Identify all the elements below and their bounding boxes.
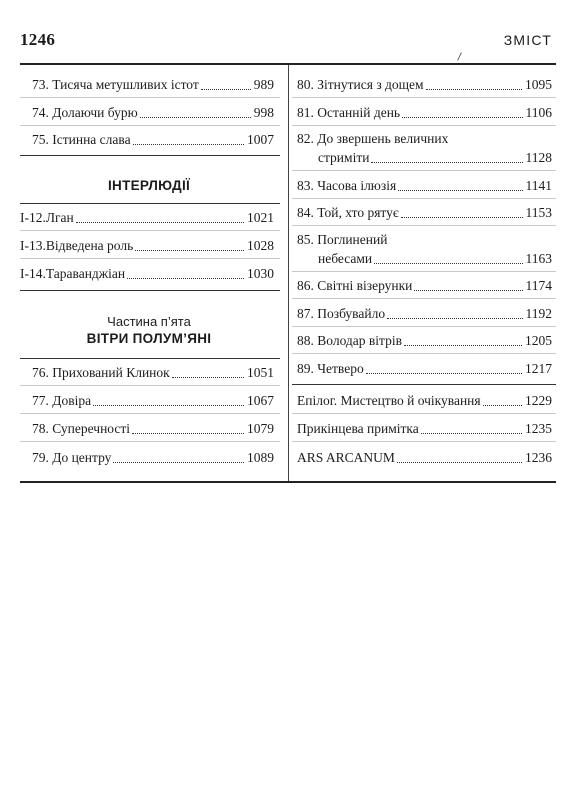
toc-entry-final-note[interactable] [297,420,552,437]
row-divider [292,326,556,327]
toc-page-number: 1205 [525,333,552,348]
section-divider [20,290,280,291]
toc-page-number: 1235 [525,421,552,436]
interludes-heading: ІНТЕРЛЮДІЇ [107,178,191,193]
row-divider [292,271,556,272]
row-divider [292,198,556,199]
toc-page-number: 998 [253,105,274,120]
toc-entry-label: 88. Володар вітрів [297,333,402,348]
toc-entry-epilogue[interactable] [297,392,552,409]
toc-page-number: 1007 [247,132,274,147]
toc-entry-label: 87. Позбувайло [297,306,386,321]
toc-entry-86[interactable] [297,277,552,294]
toc-page-number: 1236 [525,450,552,465]
row-divider [20,385,280,386]
toc-entry-87[interactable] [297,305,552,322]
dot-leader [398,190,522,191]
toc-entry-label: І-13.Відведена роль [20,238,134,253]
section-divider [20,358,280,359]
toc-entry-76[interactable] [20,364,274,381]
dot-leader [113,462,244,463]
toc-entry-label: Прикінцева примітка [297,421,419,436]
toc-entry-label: 84. Той, хто рятує [297,205,399,220]
dot-leader [387,318,522,319]
dot-leader [421,433,522,434]
toc-entry-label: 79. До центру [32,450,112,465]
toc-page-number: 1028 [247,238,274,253]
dot-leader [76,222,244,223]
dot-leader [201,89,251,90]
dot-leader [397,462,522,463]
toc-entry-81[interactable] [297,104,552,121]
row-divider [20,441,280,442]
row-divider [20,230,280,231]
dot-leader [371,162,522,163]
toc-entry-label: 80. Зітнутися з дощем [297,77,424,92]
row-divider [20,97,280,98]
toc-page-number: 1030 [247,266,274,281]
section-divider [292,384,556,385]
toc-page-number: 1153 [525,205,552,220]
toc-entry-label: 73. Тисяча метушливих істот [32,77,199,92]
dot-leader [414,290,522,291]
page-number: 1246 [20,30,56,49]
row-divider [292,225,556,226]
toc-entry-80[interactable] [297,76,552,93]
toc-entry-label: І-14.Тараванджіан [20,266,126,281]
dot-leader [127,278,244,279]
toc-entry-88[interactable] [297,332,552,349]
dot-leader [366,373,522,374]
toc-page-number: 1089 [247,450,274,465]
toc-page-number: 1095 [525,77,552,92]
toc-entry-ars-arcanum[interactable] [297,449,552,466]
pencil-tick-mark [457,52,462,61]
row-divider [20,125,280,126]
toc-entry-82-first-line[interactable]: 82. До звершень величних [297,131,449,146]
toc-entry-label: 74. Долаючи бурю [32,105,138,120]
toc-entry-label: Епілог. Мистецтво й очікування [297,393,481,408]
dot-leader [140,117,251,118]
part-label: Частина п’ята [107,314,191,329]
toc-page-number: 1192 [525,306,552,321]
toc-entry-85[interactable] [297,250,552,267]
toc-entry-interlude-14[interactable] [20,265,274,282]
toc-page-number: 1163 [525,251,552,266]
toc-entry-73[interactable] [20,76,274,93]
toc-entry-75[interactable] [20,131,274,148]
toc-entry-84[interactable] [297,204,552,221]
row-divider [292,97,556,98]
row-divider [20,258,280,259]
toc-page-number: 1106 [525,105,552,120]
toc-page-number: 989 [253,77,274,92]
toc-entry-label: І-12.Лган [20,210,74,225]
toc-entry-78[interactable] [20,420,274,437]
toc-page-number: 1174 [525,278,552,293]
toc-page-number: 1021 [247,210,274,225]
dot-leader [374,263,522,264]
dot-leader [402,117,522,118]
toc-entry-label: 78. Суперечності [32,421,131,436]
dot-leader [135,250,244,251]
dot-leader [404,345,522,346]
dot-leader [401,217,523,218]
section-divider [20,155,280,156]
row-divider [20,413,280,414]
row-divider [292,353,556,354]
toc-entry-79[interactable] [20,449,274,466]
toc-entry-continuation: стриміти [318,150,370,165]
toc-entry-74[interactable] [20,104,274,121]
toc-entry-label: 89. Четверо [297,361,364,376]
section-divider [20,203,280,204]
toc-page-number: 1067 [247,393,274,408]
column-divider [288,65,289,481]
row-divider [292,125,556,126]
toc-entry-continuation: небесами [318,251,373,266]
toc-entry-interlude-13[interactable] [20,237,274,254]
toc-page-number: 1051 [247,365,274,380]
toc-entry-83[interactable] [297,177,552,194]
toc-entry-85-first-line[interactable]: 85. Поглинений [297,232,388,247]
dot-leader [132,433,244,434]
dot-leader [172,377,244,378]
bottom-rule [20,481,556,483]
toc-entry-interlude-12[interactable] [20,209,274,226]
toc-entry-label: 81. Останній день [297,105,401,120]
part-title: ВІТРИ ПОЛУМ’ЯНІ [86,331,212,346]
dot-leader [93,405,244,406]
toc-page-number: 1079 [247,421,274,436]
toc-page-number: 1229 [525,393,552,408]
toc-entry-label: 77. Довіра [32,393,92,408]
row-divider [292,170,556,171]
dot-leader [133,144,244,145]
toc-page-number: 1128 [525,150,552,165]
toc-page-number: 1141 [525,178,552,193]
toc-entry-label: ARS ARCANUM [297,450,395,465]
toc-entry-82[interactable] [297,149,552,166]
row-divider [292,441,556,442]
toc-entry-label: 76. Прихований Клинок [32,365,170,380]
toc-entry-89[interactable] [297,360,552,377]
toc-entry-label: 83. Часова ілюзія [297,178,397,193]
row-divider [292,298,556,299]
running-head: ЗМІСТ [503,32,552,48]
toc-entry-77[interactable] [20,392,274,409]
dot-leader [426,89,522,90]
toc-entry-label: 75. Істинна слава [32,132,131,147]
row-divider [292,413,556,414]
toc-entry-label: 86. Світні візерунки [297,278,413,293]
toc-page-number: 1217 [525,361,552,376]
dot-leader [483,405,522,406]
